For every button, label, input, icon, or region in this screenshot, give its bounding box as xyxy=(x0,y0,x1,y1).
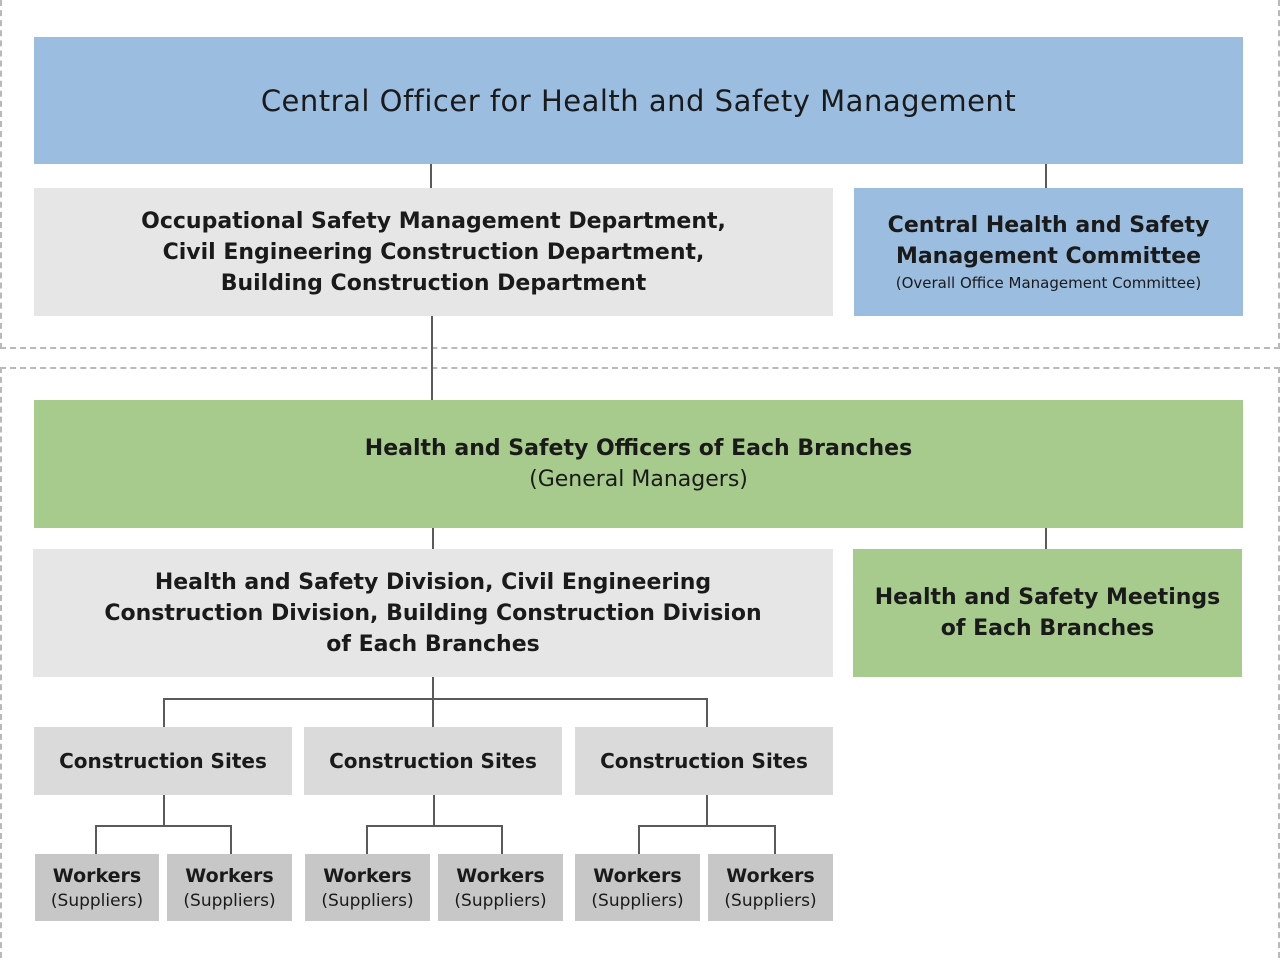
construction-site-label: Construction Sites xyxy=(600,749,808,773)
workers-label: Workers xyxy=(593,864,682,887)
branch-divisions-line-2: Construction Division, Building Construction Division xyxy=(104,600,762,626)
workers-note: (Suppliers) xyxy=(454,890,547,911)
construction-site-label: Construction Sites xyxy=(59,749,267,773)
construction-site-box-1 xyxy=(34,727,292,795)
branch-divisions-line-3: of Each Branches xyxy=(326,631,540,657)
workers-box-4 xyxy=(438,854,563,921)
workers-note: (Suppliers) xyxy=(50,890,144,911)
workers-box-2 xyxy=(167,854,292,921)
workers-box-6 xyxy=(708,854,833,921)
workers-note: (Suppliers) xyxy=(591,890,684,911)
central-officer-box xyxy=(34,37,1243,164)
workers-box-1 xyxy=(35,854,159,921)
branch-divisions-line-1: Health and Safety Division, Civil Engineering xyxy=(154,569,712,595)
branch-officers-title: Health and Safety Officers of Each Branches xyxy=(364,436,913,461)
workers-label: Workers xyxy=(323,864,412,887)
departments-box xyxy=(34,188,833,316)
workers-box-3 xyxy=(305,854,430,921)
workers-note: (Suppliers) xyxy=(321,890,414,911)
workers-label: Workers xyxy=(52,864,142,887)
central-officer-title: Central Officer for Health and Safety Management xyxy=(260,83,1017,118)
workers-label: Workers xyxy=(456,864,545,887)
branch-meetings-line-1: Health and Safety Meetings xyxy=(874,585,1221,610)
construction-site-label: Construction Sites xyxy=(329,749,537,773)
workers-note: (Suppliers) xyxy=(183,890,276,911)
workers-note: (Suppliers) xyxy=(724,890,817,911)
construction-site-box-3 xyxy=(575,727,833,795)
departments-line-3: Building Construction Department xyxy=(220,270,647,296)
workers-label: Workers xyxy=(185,864,274,887)
workers-box-5 xyxy=(575,854,700,921)
central-committee-line-1: Central Health and Safety xyxy=(887,213,1210,238)
central-committee-line-2: Management Committee xyxy=(895,244,1202,269)
central-committee-note: (Overall Office Management Committee) xyxy=(895,274,1202,292)
departments-line-2: Civil Engineering Construction Department, xyxy=(162,239,705,265)
branch-officers-note: (General Managers) xyxy=(529,467,748,492)
departments-line-1: Occupational Safety Management Department, xyxy=(141,208,726,234)
branch-officers-box xyxy=(34,400,1243,528)
workers-label: Workers xyxy=(726,864,815,887)
branch-meetings-box xyxy=(853,549,1242,677)
branch-divisions-box xyxy=(33,549,833,677)
branch-meetings-line-2: of Each Branches xyxy=(940,616,1155,641)
central-committee-box xyxy=(854,188,1243,316)
construction-site-box-2 xyxy=(304,727,562,795)
